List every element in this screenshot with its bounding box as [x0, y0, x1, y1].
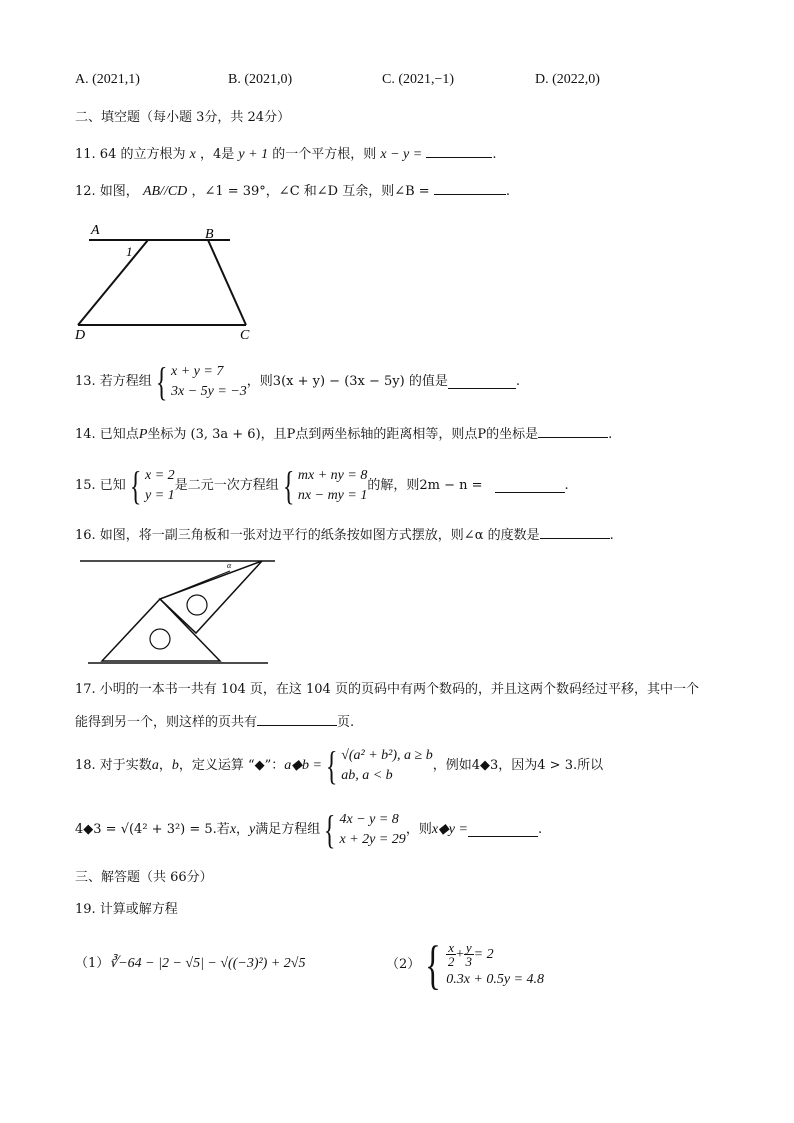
q19-p2-system [446, 940, 544, 990]
circle-hole-2 [187, 595, 207, 615]
question-13 [75, 359, 520, 404]
q15-end: . [564, 478, 569, 493]
q13-eq2: 3x − 5y = −3 [171, 384, 247, 399]
question-14 [75, 425, 612, 444]
q11-pre: 11. 64 的立方根为 [75, 147, 186, 162]
q13-system [171, 362, 247, 402]
q19-p2-eq1 [446, 940, 544, 970]
q18-e2: x + 2y = 29 [339, 832, 406, 847]
question-12 [75, 182, 510, 201]
angle-1-label: 1 [126, 244, 133, 259]
q11-ask: x − y = [380, 147, 423, 162]
q15-solution [145, 466, 175, 506]
frac-den: 2 [447, 954, 455, 970]
q18-post: ，例如4◆3，因为4 > 3.所以 [432, 758, 604, 773]
option-d: D. (2022,0) [535, 72, 600, 87]
q18-pre: 18. 对于实数 [75, 758, 152, 773]
q13-post: ，则3(x + y) − (3x − 5y) 的值是 [246, 374, 448, 389]
q17-end: 页. [337, 715, 355, 730]
option-c: C. (2021,−1) [382, 72, 455, 87]
section-heading-fill-blank: 二、填空题（每小题 3分，共 24分） [75, 110, 291, 125]
q18-line2a: 4◆3 = √(4² + 3²) = 5.若 [75, 822, 230, 837]
q15-pre: 15. 已知 [75, 478, 126, 493]
section-heading-solve: 三、解答题（共 66分） [75, 870, 213, 885]
brace: { [324, 807, 336, 852]
label-a: A [91, 223, 100, 238]
question-15 [75, 463, 569, 508]
q16-text: 16. 如图，将一副三角板和一张对边平行的纸条按如图方式摆放，则∠α 的度数是 [75, 528, 540, 543]
q15-system [298, 466, 367, 506]
q18-end: . [537, 822, 543, 837]
q15-s2: y = 1 [145, 488, 175, 503]
q11-mid: ，4是 [199, 147, 235, 162]
brace: { [282, 463, 295, 508]
plus-sign: + [455, 947, 464, 962]
question-16 [75, 526, 614, 545]
q18-case2: ab, a < b [341, 768, 393, 783]
line-ad [78, 240, 148, 325]
brace: { [425, 935, 442, 995]
answer-blank[interactable] [448, 376, 516, 389]
option-b: B. (2021,0) [228, 72, 293, 87]
q15-post: 的解，则2m − n = [367, 478, 483, 493]
circle-hole-1 [150, 629, 170, 649]
question-17-line1: 17. 小明的一本书一共有 104 页，在这 104 页的页码中有两个数码的，并且这两个数码经过平移，其中一个 [75, 682, 699, 697]
q19-p2-label: （2） [386, 957, 421, 972]
fraction-x-over-2 [446, 941, 456, 968]
answer-blank[interactable] [426, 145, 492, 158]
q18-ask: x◆y = [431, 822, 468, 837]
brace: { [129, 463, 142, 508]
q18-def: a◆b = [284, 758, 322, 773]
question-17-line2 [75, 713, 354, 732]
line-bc [208, 240, 246, 325]
q13-end: . [515, 374, 520, 389]
answer-blank[interactable] [540, 526, 610, 539]
q15-e1: mx + ny = 8 [297, 468, 368, 483]
question-18-line2 [75, 807, 543, 852]
q12-end: . [505, 184, 510, 199]
triangle-30-60 [160, 561, 262, 633]
q16-end: . [609, 528, 614, 543]
q19-p1-expr: ∛−64 − |2 − √5| − √((−3)²) + 2√5 [109, 956, 306, 971]
q17-line2: 能得到另一个，则这样的页共有 [75, 715, 258, 730]
q18-e1: 4x − y = 8 [339, 812, 399, 827]
frac-num: y [465, 940, 472, 956]
q11-expr: y + 1 [238, 147, 269, 162]
answer-blank[interactable] [468, 824, 538, 837]
trapezoid-figure [70, 218, 270, 344]
question-19-title: 19. 计算或解方程 [75, 902, 178, 917]
q14-mid2: P点到两坐标轴的距离相等，则点 [286, 427, 478, 442]
option-a: A. (2021,1) [75, 72, 140, 87]
question-19-part2 [386, 935, 545, 995]
fraction-y-over-3 [464, 941, 474, 968]
q18-line2d: ，则 [405, 822, 432, 837]
q18-system [339, 810, 405, 850]
q19-p1-label: （1） [75, 956, 110, 971]
q19-p2-eq1-rhs: = 2 [473, 947, 494, 962]
q11-x: x [189, 147, 196, 162]
answer-blank[interactable] [495, 480, 565, 493]
alpha-label: α [227, 561, 232, 570]
triangle-rulers-figure [70, 555, 280, 670]
label-d: D [75, 328, 86, 343]
q12-mid: ，∠1 = 39°，∠C 和∠D 互余，则∠B = [191, 184, 430, 199]
brace: { [325, 743, 338, 788]
q14-p: P [138, 427, 148, 442]
q14-pre: 14. 已知点 [75, 427, 139, 442]
answer-blank[interactable] [538, 425, 608, 438]
q18-a: a [151, 758, 159, 773]
q18-line2b: ， [236, 822, 250, 837]
q15-e2: nx − my = 1 [297, 488, 368, 503]
label-c: C [240, 328, 250, 343]
frac-num: x [448, 940, 454, 956]
q14-mid3: P的坐标是 [477, 427, 539, 442]
q18-b: b [171, 758, 179, 773]
brace: { [155, 359, 168, 404]
triangle-45 [102, 599, 220, 661]
question-11 [75, 145, 496, 164]
q14-mid: 坐标为 (3, 3a + 6)，且 [147, 427, 287, 442]
q18-comma: ， [158, 758, 172, 773]
q19-p2-eq2: 0.3x + 0.5y = 4.8 [446, 972, 545, 987]
q18-y: y [249, 822, 256, 837]
q11-end: . [492, 147, 497, 162]
q15-mid: 是二元一次方程组 [174, 478, 279, 493]
answer-blank[interactable] [434, 182, 506, 195]
q11-mid2: 的一个平方根，则 [272, 147, 377, 162]
question-18-line1 [75, 743, 604, 788]
q13-pre: 13. 若方程组 [75, 374, 152, 389]
q14-end: . [608, 427, 613, 442]
answer-blank[interactable] [257, 713, 337, 726]
q15-s1: x = 2 [145, 468, 175, 483]
q12-pre: 12. 如图， [75, 184, 139, 199]
frac-den: 3 [465, 954, 473, 970]
q13-eq1: x + y = 7 [171, 364, 224, 379]
q18-mid: ，定义运算 “◆”： [178, 758, 285, 773]
question-19-part1 [75, 955, 305, 973]
q18-line2c: 满足方程组 [255, 822, 321, 837]
q12-parallel: AB//CD [142, 184, 188, 199]
label-b: B [205, 227, 214, 242]
q18-x: x [229, 822, 237, 837]
q18-cases [341, 746, 433, 786]
q18-case1: √(a² + b²), a ≥ b [341, 748, 433, 763]
